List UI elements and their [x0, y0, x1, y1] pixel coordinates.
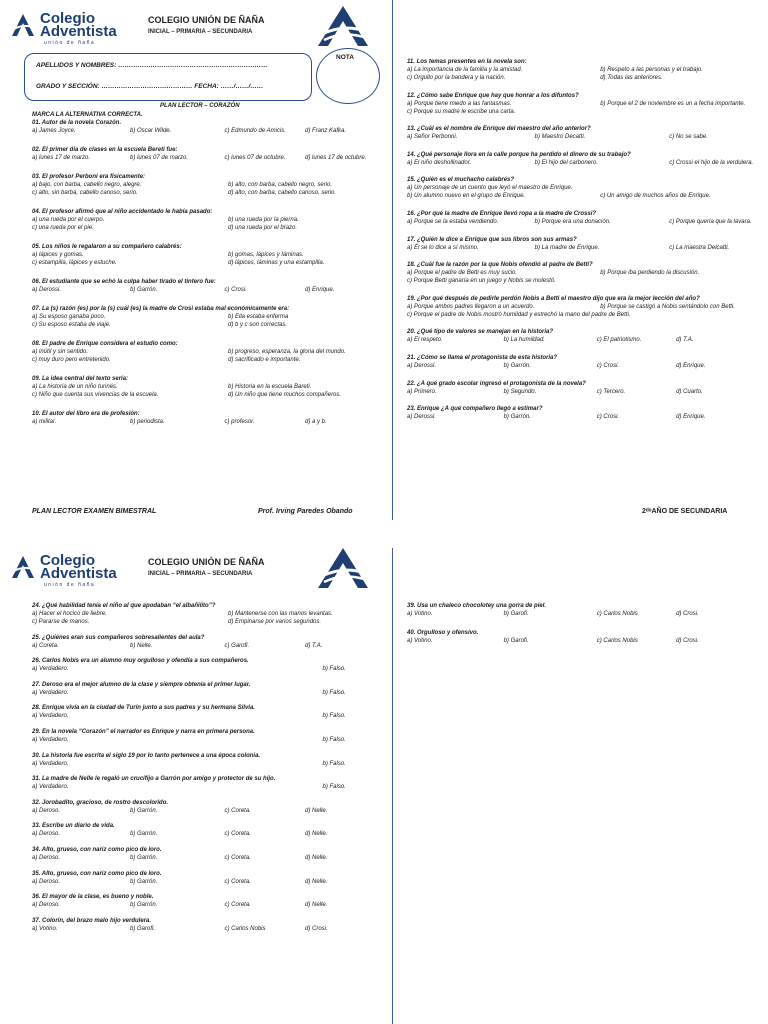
school-levels: INICIAL – PRIMARIA – SECUNDARIA [148, 29, 253, 35]
answer-option[interactable]: c) lunes 07 de octubre. [224, 155, 286, 161]
question-item [407, 58, 752, 82]
question-text: 37. Colorín, del brazo malo hijo verdulera. [32, 917, 152, 924]
answer-option[interactable]: a) bajo, con barba, cabello negro, alegre. [32, 182, 142, 188]
adventist-emblem-icon [316, 546, 370, 590]
question-item [32, 893, 382, 909]
page1-header [10, 8, 380, 52]
question-item [407, 380, 752, 396]
answer-option[interactable]: b) Historia en la escuela Bareti. [228, 384, 312, 390]
answer-option[interactable]: a) Señor Perbonni. [407, 134, 458, 141]
question-text: 24. ¿Qué habilidad tenía el niño al que apodaban “el albañilito”? [32, 603, 216, 609]
questions-column-2 [407, 58, 752, 431]
answer-option[interactable]: b) Porque era una donación. [534, 218, 611, 225]
colegio-logo-icon [10, 12, 36, 38]
footer-grade: 2ᵈᵒAÑO DE SECUNDARIA [642, 508, 728, 515]
answer-option[interactable]: d) Enrique. [676, 414, 706, 421]
question-text: 35. Alto, grueso, con nariz como pico de loro. [32, 870, 162, 877]
question-item [32, 704, 382, 720]
footer-teacher: Prof. Irving Paredes Obando [258, 508, 353, 515]
answer-option[interactable]: b) Falso. [322, 666, 346, 673]
answer-option[interactable]: b) Segundo. [503, 388, 537, 395]
questions-column-3 [32, 602, 382, 940]
answer-option[interactable]: b) alto, con barba, cabello negro, serio. [228, 182, 333, 188]
answer-option[interactable]: b) Mantenerse con las manos levantas. [228, 611, 333, 617]
answer-option[interactable]: c) Crossi el hijo de la verdulera. [669, 159, 754, 166]
question-item [32, 305, 382, 329]
answer-option[interactable]: a) James Joyce. [32, 128, 76, 134]
question-text: 13. ¿Cuál es el nombre de Enrique del maestro del año anterior? [407, 126, 591, 133]
answer-option[interactable]: a) Un personaje de un cuento que leyó el maestro de Enrique. [407, 185, 573, 192]
grado-fecha-field[interactable]: GRADO Y SECCIÓN: …………………………………… FECHA: ……/……/…… [36, 83, 264, 90]
answer-option[interactable]: b) Nelle. [130, 642, 153, 649]
question-item [407, 328, 752, 344]
answer-option[interactable]: c) Orgullo por la bandera y la nación. [407, 75, 506, 81]
answer-option[interactable]: d) Enrique. [305, 287, 335, 293]
nombres-field[interactable]: APELLIDOS Y NOMBRES: …………………………………………………………… [36, 62, 268, 69]
question-item [32, 119, 382, 135]
questions-column-4 [407, 602, 752, 656]
answer-option[interactable]: a) lunes 17 de marzo. [32, 155, 91, 161]
question-text: 03. El profesor Perboni era físicamente: [32, 174, 146, 180]
answer-option[interactable]: a) lápices y gomas. [32, 252, 84, 258]
question-item [32, 243, 382, 267]
answer-option[interactable]: d) Franz Kafka. [305, 128, 347, 134]
answer-option[interactable]: d) lunes 17 de octubre. [305, 155, 367, 161]
answer-option[interactable]: c) alto, sin barba, cabello canoso, serio. [32, 190, 138, 196]
question-text: 20. ¿Qué tipo de valores se manejan en la historia? [407, 329, 554, 336]
question-item [407, 92, 752, 116]
question-text: 04. El profesor afirmó que al niño accidentado le había pasado: [32, 209, 213, 215]
question-text: 34. Alto, grueso, con nariz como pico de loro. [32, 846, 162, 853]
question-item [32, 822, 382, 838]
answer-option[interactable]: b) gomas, lápices y láminas. [228, 252, 304, 258]
answer-option[interactable]: d) Enrique. [676, 362, 706, 369]
answer-option[interactable]: a) El respeto. [407, 337, 443, 344]
answer-option[interactable]: c) Coreta. [224, 854, 251, 861]
answer-option[interactable]: d) a y b. [305, 419, 327, 425]
answer-option[interactable]: a) Deroso. [32, 878, 61, 885]
question-text: 33. Escribe un diario de vida. [32, 823, 115, 830]
answer-option[interactable]: b) Garrón. [130, 878, 158, 885]
answer-option[interactable]: b) Maestro Decatti. [534, 134, 586, 141]
column-divider [392, 0, 393, 520]
answer-option[interactable]: b) Garrón. [503, 414, 531, 421]
adventist-emblem-icon [316, 4, 370, 48]
question-text: 01. Autor de la novela Corazón. [32, 120, 122, 126]
question-item [407, 354, 752, 370]
question-item [407, 629, 752, 645]
question-item [32, 208, 382, 232]
answer-option[interactable]: b) Respeto a las personas y el trabajo. [600, 67, 703, 73]
question-text: 05. Los niños le regalaron a su compañero calabrés: [32, 244, 182, 250]
question-item [32, 846, 382, 862]
question-item [32, 775, 382, 791]
answer-option[interactable]: c) Porque Betti ganaría en un juego y Nobis se molestó. [407, 278, 556, 285]
answer-option[interactable]: b) Falso. [322, 689, 346, 696]
answer-option[interactable]: a) La historia de un niño turinés. [32, 384, 118, 390]
question-item [32, 728, 382, 744]
answer-option[interactable]: a) Él se lo dice a sí mismo. [407, 244, 479, 251]
question-text: 08. El padre de Enrique considera el estudio como: [32, 341, 178, 347]
answer-option[interactable]: a) Deroso. [32, 902, 61, 909]
answer-option[interactable]: a) Su esposo ganaba poco. [32, 314, 106, 320]
answer-option[interactable]: c) profesor. [224, 419, 255, 425]
answer-option[interactable]: c) una rueda por el pie. [32, 225, 94, 231]
answer-option[interactable]: d) Empinarse por varios segundos. [228, 619, 322, 625]
question-item [407, 210, 752, 226]
question-text: 07. La (s) razón (es) por la (s) cuál (es) la madre de Crosi estaba mal económicamente era: [32, 306, 290, 312]
answer-option[interactable]: c) El patriotismo. [596, 337, 642, 344]
question-text: 11. Los temas presentes en la novela son: [407, 59, 527, 65]
answer-option[interactable]: a) Derossi. [32, 287, 62, 293]
answer-option[interactable]: a) Verdadero. [32, 736, 69, 743]
questions-column-1 [32, 119, 382, 437]
question-text: 39. Usa un chaleco chocolotey una gorra de piel. [407, 603, 547, 609]
question-text: 14. ¿Qué personaje llora en la calle porque ha perdido el dinero de su trabajo? [407, 151, 631, 158]
answer-option[interactable]: d) una rueda por el brazo. [228, 225, 298, 231]
question-text: 12. ¿Cómo sabe Enrique que hay que honrar a los difuntos? [407, 92, 579, 99]
answer-option[interactable]: a) La importancia de la familia y la amistad. [407, 67, 523, 73]
answer-option[interactable]: b) progreso, esperanza, la gloria del mundo. [228, 349, 346, 355]
school-name: COLEGIO UNIÓN DE ÑAÑA [148, 557, 265, 567]
answer-option[interactable]: c) No se sabe. [669, 134, 708, 141]
answer-option[interactable]: b) Garrón. [130, 902, 158, 909]
question-text: 02. El primer día de clases en la escuela Bereti fue: [32, 147, 178, 153]
answer-option[interactable]: a) Porque tiene miedo a las fantasmas. [407, 100, 512, 107]
question-text: 09. La idea central del texto sería: [32, 376, 129, 382]
answer-option[interactable]: a) inútil y sin sentido. [32, 349, 89, 355]
question-item [407, 261, 752, 285]
question-text: 22. ¿A qué grado escolar ingresó el protagonista de la novela? [407, 380, 586, 387]
column-divider-page2 [392, 548, 393, 1024]
question-item [407, 125, 752, 141]
answer-option[interactable]: a) Verdadero. [32, 689, 69, 696]
answer-option[interactable]: d) Nelle. [305, 854, 328, 861]
logo-line2: Adventista [40, 23, 117, 40]
question-text: 25. ¿Quiénes eran sus compañeros sobresalientes del aula? [32, 634, 205, 641]
answer-option[interactable]: c) Coreta. [224, 831, 251, 838]
answer-option[interactable]: a) Porque ambos padres llegaron a un acuerdo. [407, 303, 535, 310]
answer-option[interactable]: c) Crosi. [224, 287, 247, 293]
answer-option[interactable]: c) Porque el padre de Nobis mostró humildad y estrechó la mano del padre de Betti. [407, 311, 631, 318]
answer-option[interactable]: c) Carlos Nobis [596, 611, 638, 617]
answer-option[interactable]: b) Ella estaba enferma [228, 314, 289, 320]
answer-option[interactable]: c) Un amigo de muchos años de Enrique. [600, 193, 711, 200]
answer-option[interactable]: b) Garrón. [130, 807, 158, 814]
question-item [407, 295, 752, 319]
answer-option[interactable]: a) Votino. [407, 638, 433, 644]
answer-option[interactable]: d) Crosi. [676, 611, 699, 617]
answer-option[interactable]: a) Deroso. [32, 831, 61, 838]
question-item [32, 602, 382, 626]
answer-option[interactable]: a) Deroso. [32, 807, 61, 814]
page2-header [10, 550, 380, 594]
answer-option[interactable]: a) militar. [32, 419, 57, 425]
answer-option[interactable]: a) Porque el padre de Betti es muy sucio. [407, 270, 518, 277]
question-item [32, 340, 382, 364]
answer-option[interactable]: d) Cuarto. [676, 388, 703, 395]
question-text: 28. Enrique vivía en la ciudad de Turín junto a sus padres y su hermana Silvia. [32, 705, 255, 712]
answer-option[interactable]: b) Porque el 2 de noviembre es un a fecha importante. [600, 100, 746, 107]
answer-option[interactable]: d) Nelle. [305, 902, 328, 909]
answer-option[interactable]: c) Coreta. [224, 878, 251, 885]
answer-option[interactable]: b) Garofi. [503, 611, 529, 617]
answer-option[interactable]: c) Crosi. [596, 414, 620, 421]
answer-option[interactable]: d) Crosi. [676, 638, 699, 644]
answer-option[interactable]: b) El hijo del carbonero. [534, 159, 599, 166]
question-item [32, 799, 382, 815]
question-text: 32. Jorobadito, gracioso, de rostro descolorido. [32, 799, 169, 806]
answer-option[interactable]: b) Garrón. [130, 831, 158, 838]
footer-left: PLAN LECTOR EXAMEN BIMESTRAL [32, 508, 157, 515]
question-text: 17. ¿Quién le dice a Enrique que sus libros son sus armas? [407, 236, 577, 243]
question-text: 18. ¿Cuál fue la razón por la que Nobis ofendió al padre de Betti? [407, 262, 593, 269]
answer-option[interactable]: d) T.A. [676, 337, 694, 344]
answer-option[interactable]: d) T.A. [305, 642, 323, 649]
answer-option[interactable]: d) alto, con barba, cabello canoso, serio. [228, 190, 337, 196]
question-text: 06. El estudiante que se echó la culpa haber tirado el tintero fue: [32, 279, 216, 285]
answer-option[interactable]: b) Garofi. [130, 925, 156, 932]
question-text: 36. El mayor de la clase, es bueno y noble. [32, 894, 154, 901]
answer-option[interactable]: b) Falso. [322, 760, 346, 767]
answer-option[interactable]: d) Nelle. [305, 807, 328, 814]
logo-line1: Colegio [40, 552, 95, 569]
answer-option[interactable]: b) La humildad. [503, 337, 545, 344]
answer-option[interactable]: b) Falso. [322, 736, 346, 743]
question-item [407, 151, 752, 167]
answer-option[interactable]: a) Verdadero. [32, 760, 69, 767]
answer-option[interactable]: d) Nelle. [305, 831, 328, 838]
answer-option[interactable]: a) Votino. [407, 611, 433, 617]
answer-option[interactable]: b) Garrón. [130, 854, 158, 861]
answer-option[interactable]: b) Un alumno nuevo en el grupo de Enrique. [407, 193, 526, 200]
answer-option[interactable]: a) Porque se la estaba vendiendo. [407, 218, 499, 225]
answer-option[interactable]: c) estampilla, lápices y estuche. [32, 260, 117, 266]
answer-option[interactable]: a) Votino. [32, 925, 58, 932]
nota-label: NOTA [336, 54, 354, 61]
answer-option[interactable]: b) lunes 07 de marzo. [130, 155, 189, 161]
question-item [32, 278, 382, 294]
answer-option[interactable]: a) Derossi. [407, 362, 437, 369]
answer-option[interactable]: d) Nelle. [305, 878, 328, 885]
answer-option[interactable]: b) Porque se castigó a Nobis sentándolo con Betti. [600, 303, 735, 310]
answer-option[interactable]: d) Crosi. [305, 925, 328, 932]
logo-line2: Adventista [40, 565, 117, 582]
answer-option[interactable]: c) Pararse de manos. [32, 619, 90, 625]
answer-option[interactable]: a) Primero. [407, 388, 437, 395]
answer-option[interactable]: c) Edmundo de Amicis. [224, 128, 286, 134]
answer-option[interactable]: c) muy duro pero entretenido. [32, 357, 111, 363]
question-item [407, 602, 752, 618]
answer-option[interactable]: b) Garofi. [503, 638, 529, 644]
answer-option[interactable]: a) Verdadero. [32, 784, 69, 791]
question-text: 23. Enrique ¿A qué compañero llegó a estimar? [407, 406, 543, 413]
logo-subtitle: unión de ñaña [44, 582, 96, 588]
answer-option[interactable]: c) Su esposo estaba de viaje. [32, 322, 111, 328]
colegio-logo-icon [10, 554, 36, 580]
question-text: 21. ¿Cómo se llama el protagonista de esta historia? [407, 354, 558, 361]
question-item [32, 752, 382, 768]
answer-option[interactable]: b) Falso. [322, 713, 346, 720]
answer-option[interactable]: a) Coreta. [32, 642, 59, 649]
question-text: 27. Deroso era el mejor alumno de la clase y siempre obtenía el primer lugar. [32, 681, 251, 688]
answer-option[interactable]: c) Garofi. [224, 642, 250, 649]
answer-option[interactable]: b) una rueda por la pierna. [228, 217, 299, 223]
answer-option[interactable]: b) Garrón. [503, 362, 531, 369]
question-text: 31. La madre de Nelle le regaló un crucifijo a Garrón por amigo y protector de su hijo. [32, 776, 276, 783]
question-text: 26. Carlos Nobis era un alumno muy orgulloso y ofendía a sus compañeros. [32, 658, 249, 665]
question-item [32, 410, 382, 426]
logo-line1: Colegio [40, 10, 95, 27]
answer-option[interactable]: c) Coreta. [224, 807, 251, 814]
question-item [407, 176, 752, 200]
question-item [32, 657, 382, 673]
question-text: 30. La historia fue escrita el siglo 19 por lo tanto pertenece a una época colonia. [32, 752, 261, 759]
question-item [32, 917, 382, 933]
answer-option[interactable]: b) Garrón. [130, 287, 158, 293]
answer-option[interactable]: d) sacrificado e importante. [228, 357, 301, 363]
answer-option[interactable]: c) Niño que cuenta sus vivencias de la escuela. [32, 392, 159, 398]
answer-option[interactable]: b) Falso. [322, 784, 346, 791]
question-item [32, 681, 382, 697]
question-item [32, 634, 382, 650]
question-text: 16. ¿Por qué la madre de Enrique llevó ropa a la madre de Crossi? [407, 210, 597, 217]
school-name: COLEGIO UNIÓN DE ÑAÑA [148, 15, 265, 25]
answer-option[interactable]: c) Carlos Nobis [224, 925, 266, 932]
answer-option[interactable]: a) Derossi. [407, 414, 437, 421]
instruction: MARCA LA ALTERNATIVA CORRECTA. [32, 112, 143, 118]
answer-option[interactable]: a) una rueda por el cuerpo. [32, 217, 105, 223]
logo-subtitle: unión de ñaña [44, 40, 96, 46]
question-text: 15. ¿Quién es el muchacho calabrés? [407, 177, 515, 184]
answer-option[interactable]: b) periodista. [130, 419, 165, 425]
question-text: 40. Orgulloso y ofensivo. [407, 630, 479, 636]
question-text: 10. El autor del libro era de profesión: [32, 411, 140, 417]
plan-title: PLAN LECTOR – CORAZÓN [160, 103, 240, 109]
answer-option[interactable]: c) Tercero. [596, 388, 626, 395]
answer-option[interactable]: d) lápices, láminas y una estampilla. [228, 260, 325, 266]
school-levels: INICIAL – PRIMARIA – SECUNDARIA [148, 571, 253, 577]
answer-option[interactable]: a) Verdadero. [32, 713, 69, 720]
answer-option[interactable]: c) La maestra Delcatti. [669, 244, 730, 251]
answer-option[interactable]: a) Verdadero. [32, 666, 69, 673]
question-item [32, 173, 382, 197]
question-item [32, 146, 382, 162]
question-text: 19. ¿Por qué después de pedirle perdón Nobis a Betti el maestro dijo que era la mejor lección del año? [407, 295, 700, 302]
answer-option[interactable]: c) Crosi. [596, 362, 620, 369]
answer-option[interactable]: a) El niño deshollinador. [407, 159, 472, 166]
question-item [407, 405, 752, 421]
answer-option[interactable]: b) La madre de Enrique. [534, 244, 600, 251]
answer-option[interactable]: d) Un niño que tiene muchos compañeros. [228, 392, 342, 398]
answer-option[interactable]: c) Porque su madre le escribe una carta. [407, 108, 516, 115]
question-item [407, 236, 752, 252]
answer-option[interactable]: d) Todas las anteriores. [600, 75, 663, 81]
answer-option[interactable]: b) Porque iba perdiendo la discusión. [600, 270, 700, 277]
question-item [32, 375, 382, 399]
answer-option[interactable]: a) Hacer el hocico de liebre. [32, 611, 107, 617]
answer-option[interactable]: b) Oscar Wilde. [130, 128, 172, 134]
answer-option[interactable]: d) b y c son correctas. [228, 322, 288, 328]
answer-option[interactable]: c) Coreta. [224, 902, 251, 909]
answer-option[interactable]: c) Carlos Nobis [596, 638, 638, 644]
question-text: 29. En la novela “Corazón” el narrador es Enrique y narra en primera persona. [32, 728, 255, 735]
question-item [32, 870, 382, 886]
answer-option[interactable]: c) Porque quería que la lavara. [669, 218, 752, 225]
student-info-box [24, 53, 312, 101]
answer-option[interactable]: a) Deroso. [32, 854, 61, 861]
